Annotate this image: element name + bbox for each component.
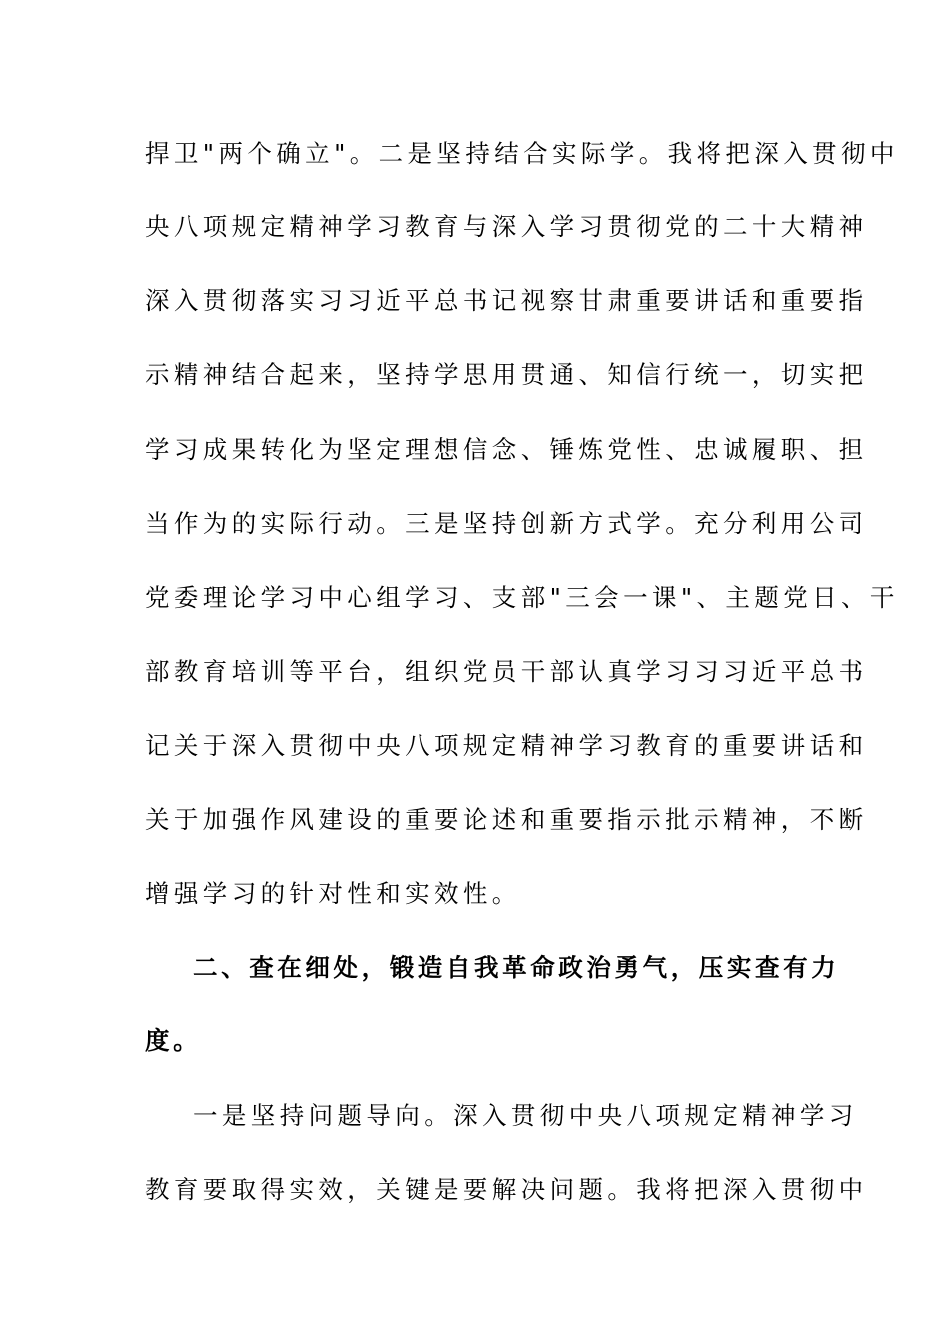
body-text-line: 央八项规定精神学习教育与深入学习贯彻党的二十大精神 xyxy=(145,212,868,241)
body-text-line: 记关于深入贯彻中央八项规定精神学习教育的重要讲话和 xyxy=(145,731,868,760)
section-heading-line: 二、查在细处，锻造自我革命政治勇气，压实查有力 xyxy=(193,953,840,982)
body-text-line: 当作为的实际行动。三是坚持创新方式学。充分利用公司 xyxy=(145,509,868,538)
body-text-line: 党委理论学习中心组学习、支部"三会一课"、主题党日、干 xyxy=(145,583,899,612)
body-text-line: 一是坚持问题导向。深入贯彻中央八项规定精神学习 xyxy=(193,1101,858,1130)
body-text-line: 示精神结合起来，坚持学思用贯通、知信行统一，切实把 xyxy=(145,360,868,389)
body-text-line: 深入贯彻落实习习近平总书记视察甘肃重要讲话和重要指 xyxy=(145,286,868,315)
body-text-line: 学习成果转化为坚定理想信念、锤炼党性、忠诚履职、担 xyxy=(145,435,868,464)
body-text-line: 关于加强作风建设的重要论述和重要指示批示精神，不断 xyxy=(145,805,868,834)
section-heading-line: 度。 xyxy=(145,1026,202,1055)
body-text-line: 捍卫"两个确立"。二是坚持结合实际学。我将把深入贯彻中 xyxy=(145,139,899,168)
body-text-line: 教育要取得实效，关键是要解决问题。我将把深入贯彻中 xyxy=(145,1175,868,1204)
body-text-line: 增强学习的针对性和实效性。 xyxy=(145,879,521,908)
body-text-line: 部教育培训等平台，组织党员干部认真学习习习近平总书 xyxy=(145,657,868,686)
